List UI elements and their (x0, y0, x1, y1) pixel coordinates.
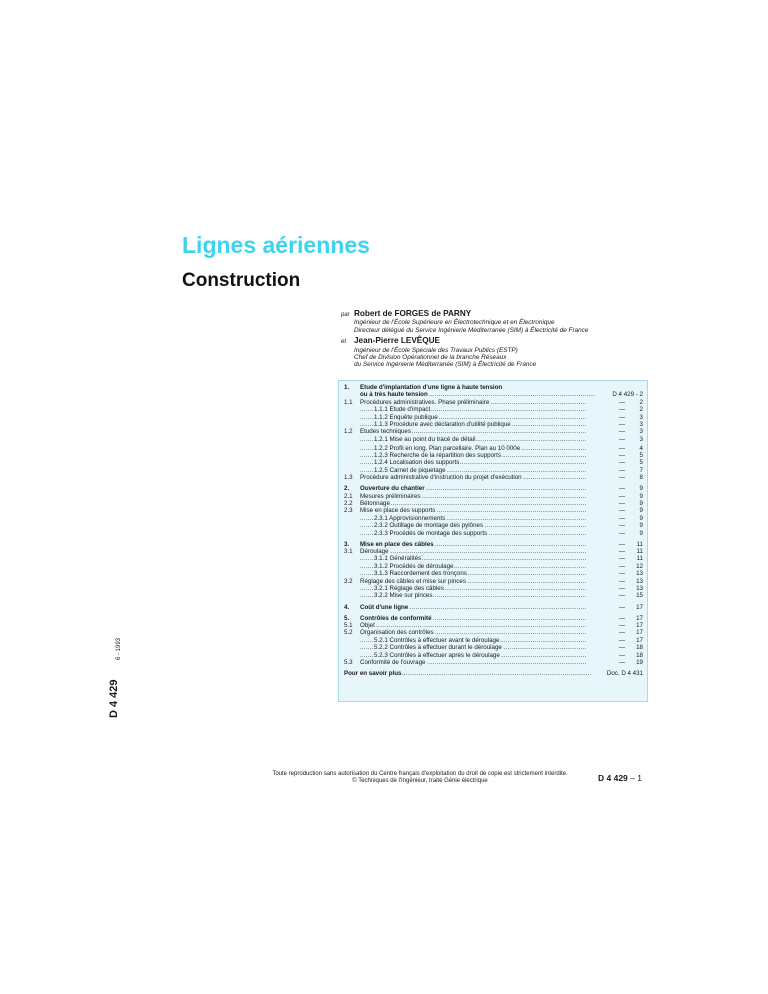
toc-row[interactable] (344, 563, 643, 570)
toc-ref: — (618, 466, 625, 474)
toc-label: Réglage des câbles et mise sur pinces (360, 577, 466, 585)
toc-row[interactable] (344, 399, 643, 406)
toc-page: 13 (636, 570, 643, 578)
toc-page: 3 (639, 413, 643, 421)
toc-ref: — (618, 614, 625, 622)
toc-page: 7 (639, 466, 643, 474)
toc-label: 5.2.1 Contrôles à effectuer avant le déroulage (374, 636, 500, 644)
toc-page: - 2 (635, 391, 643, 399)
toc-page: 9 (639, 485, 643, 493)
toc-ref: — (618, 529, 625, 537)
toc-ref: — (618, 548, 625, 556)
toc-num: 5.1 (344, 621, 353, 629)
toc-row[interactable] (344, 570, 643, 577)
toc-ref: — (618, 492, 625, 500)
toc-ref: — (618, 562, 625, 570)
toc-label: Contrôles de conformité (360, 614, 432, 622)
toc-page: 8 (639, 474, 643, 482)
toc-label: 1.2.1 Mise au point du tracé de détail (374, 435, 476, 443)
toc-label: 5.2.3 Contrôles à effectuer après le déroulage (374, 651, 500, 659)
toc-num: 1.1 (344, 398, 353, 406)
toc-label: Déroulage (360, 548, 389, 556)
author-2 (341, 336, 651, 369)
toc-row[interactable] (344, 522, 643, 529)
toc-label: 1.2.4 Localisation des supports (374, 459, 460, 467)
toc-page: 17 (636, 603, 643, 611)
toc-ref: — (618, 406, 625, 414)
authors-block (341, 309, 651, 371)
toc-page: 5 (639, 452, 643, 460)
toc-ref: — (618, 398, 625, 406)
toc-ref: — (618, 629, 625, 637)
toc-ref: — (618, 555, 625, 563)
toc-row[interactable] (344, 493, 643, 500)
side-date: 6 - 1993 (116, 637, 122, 660)
author-description: Ingénieur de l'École Supérieure en Électrotechnique et en Électronique (354, 319, 555, 327)
toc-page: 5 (639, 459, 643, 467)
copyright-line: © Techniques de l'Ingénieur, traité Génie électrique (352, 778, 488, 784)
toc-ref: — (618, 522, 625, 530)
toc-num: 5. (344, 614, 350, 622)
toc-row[interactable] (344, 428, 643, 435)
toc-ref: — (618, 577, 625, 585)
toc-page: 17 (636, 614, 643, 622)
toc-page: 3 (639, 428, 643, 436)
toc-num: 2. (344, 485, 350, 493)
toc-page: 19 (636, 658, 643, 666)
toc-ref: — (618, 413, 625, 421)
toc-row[interactable] (344, 644, 643, 651)
toc-label: 1.2.5 Carnet de piquetage (374, 466, 446, 474)
toc-ref: — (618, 570, 625, 578)
toc-page: 15 (636, 592, 643, 600)
toc-ref: — (618, 636, 625, 644)
toc-page: 17 (636, 636, 643, 644)
toc-row[interactable] (344, 384, 643, 391)
toc-row[interactable] (344, 530, 643, 537)
toc-row[interactable] (344, 485, 643, 492)
toc-page: 2 (639, 398, 643, 406)
toc-ref: — (618, 507, 625, 515)
toc-row[interactable] (344, 670, 643, 677)
toc-label: Mise en place des supports (360, 507, 436, 515)
toc-label: Étude d'implantation d'une ligne à haute tension (360, 384, 503, 391)
toc-row[interactable] (344, 452, 643, 459)
toc-label: 1.1.2 Enquête publique (374, 413, 438, 421)
toc-num: 1.2 (344, 428, 353, 436)
toc-ref: — (618, 485, 625, 493)
toc-ref: Doc. D 4 431 (606, 670, 643, 677)
toc-row[interactable] (344, 652, 643, 659)
toc-label: 3.1.1 Généralités (374, 555, 422, 563)
toc-page: 4 (639, 444, 643, 452)
toc-label: 1.2.2 Profil en long. Plan parcellaire. Plan au 10 000e (374, 444, 521, 452)
toc-num: 5.2 (344, 629, 353, 637)
toc-num: 3.1 (344, 548, 353, 556)
toc-label: Objet (360, 621, 375, 629)
toc-label: 5.2.2 Contrôles à effectuer durant le déroulage (374, 644, 502, 652)
toc-ref: — (618, 540, 625, 548)
toc-label: 1.2.3 Recherche de la répartition des supports (374, 452, 501, 460)
article-title: Lignes aériennes (182, 232, 370, 258)
toc-row[interactable] (344, 637, 643, 644)
toc-page: 13 (636, 577, 643, 585)
toc-ref: — (618, 435, 625, 443)
toc-ref: — (618, 500, 625, 508)
toc-page: 3 (639, 435, 643, 443)
author-description: Ingénieur de l'École Spéciale des Travaux Publics (ESTP) (354, 346, 518, 354)
toc-label: 1.1.3 Procédure avec déclaration d'utilité publique (374, 420, 511, 428)
author-prefix: et (341, 339, 347, 346)
toc-page: 18 (636, 644, 643, 652)
doc-ref: D 4 429 (598, 773, 628, 783)
toc-page: 2 (639, 406, 643, 414)
toc-row[interactable] (344, 592, 643, 599)
toc-label: Ouverture du chantier (360, 485, 425, 493)
copyright-footer (250, 771, 590, 785)
toc-page: 17 (636, 629, 643, 637)
table-of-contents (338, 380, 648, 702)
toc-page: 11 (636, 540, 643, 548)
toc-label: 3.1.2 Procédés de déroulage (374, 562, 454, 570)
toc-label: Organisation des contrôles (360, 629, 434, 637)
toc-page: 18 (636, 651, 643, 659)
toc-label: Procédure administrative d'instruction du projet d'exécution (360, 474, 522, 482)
toc-label: 2.3.1 Approvisionnements (374, 514, 446, 522)
author-name: Robert de FORGES de PARNY (354, 309, 472, 318)
toc-page: 9 (639, 522, 643, 530)
toc-page: 17 (636, 621, 643, 629)
toc-num: 1. (344, 384, 350, 391)
author-prefix: par (341, 312, 350, 318)
toc-row[interactable] (344, 445, 643, 452)
author-description: du Service Ingénierie Méditerranée (SIM) à Électricité de France (354, 361, 537, 369)
toc-row[interactable] (344, 436, 643, 443)
toc-ref: — (618, 644, 625, 652)
toc-page: 9 (639, 492, 643, 500)
toc-ref: — (618, 452, 625, 460)
toc-num: 4. (344, 603, 350, 611)
toc-num: 2.2 (344, 500, 353, 508)
toc-label: Études techniques (360, 428, 411, 436)
toc-page: 13 (636, 585, 643, 593)
toc-row[interactable] (344, 622, 643, 629)
toc-row[interactable] (344, 515, 643, 522)
toc-row[interactable] (344, 604, 643, 611)
toc-label: Bétonnage (360, 500, 390, 508)
toc-ref: — (618, 444, 625, 452)
toc-label: Mesures préliminaires (360, 492, 421, 500)
toc-page: 11 (636, 555, 643, 563)
toc-ref: — (618, 459, 625, 467)
toc-ref: D 4 429 (612, 391, 635, 399)
toc-row[interactable] (344, 548, 643, 555)
side-doc-ref: D 4 429 (108, 679, 120, 718)
toc-row[interactable] (344, 467, 643, 474)
toc-label: Procédures administratives. Phase préliminaire (360, 398, 490, 406)
article-subtitle: Construction (182, 270, 301, 291)
toc-label: ou à très haute tension (360, 391, 428, 399)
author-1 (341, 309, 651, 334)
toc-row[interactable] (344, 615, 643, 622)
toc-row[interactable] (344, 659, 643, 666)
toc-ref: — (618, 585, 625, 593)
toc-num: 2.3 (344, 507, 353, 515)
toc-row[interactable] (344, 414, 643, 421)
toc-row[interactable] (344, 459, 643, 466)
toc-ref: — (618, 474, 625, 482)
toc-ref: — (618, 603, 625, 611)
toc-page: 11 (636, 548, 643, 556)
toc-label: 2.3.2 Outillage de montage des pylônes (374, 522, 484, 530)
toc-label: 1.1.1 Étude d'impact (374, 406, 431, 414)
toc-ref: — (618, 621, 625, 629)
toc-ref: — (618, 651, 625, 659)
toc-num: 3.2 (344, 577, 353, 585)
page-number (598, 773, 642, 783)
toc-label: Mise en place des câbles (360, 540, 434, 548)
toc-num: 1.3 (344, 474, 353, 482)
toc-row[interactable] (344, 406, 643, 413)
toc-page: 9 (639, 529, 643, 537)
toc-row[interactable] (344, 541, 643, 548)
toc-page: 12 (636, 562, 643, 570)
toc-page: 9 (639, 507, 643, 515)
toc-page: 9 (639, 500, 643, 508)
author-description: Chef de Division Opérationnel de la branche Réseaux (354, 354, 507, 362)
toc-ref: — (618, 428, 625, 436)
toc-ref: — (618, 420, 625, 428)
toc-num: 2.1 (344, 492, 353, 500)
toc-ref: — (618, 658, 625, 666)
author-description: Directeur délégué du Service Ingénierie Méditerranée (SIM) à Électricité de France (354, 326, 589, 334)
toc-page: 3 (639, 420, 643, 428)
toc-page: 9 (639, 514, 643, 522)
toc-row[interactable] (344, 474, 643, 481)
toc-row[interactable] (344, 421, 643, 428)
toc-num: 5.3 (344, 658, 353, 666)
toc-row[interactable] (344, 629, 643, 636)
toc-ref: — (618, 592, 625, 600)
toc-row[interactable] (344, 578, 643, 585)
toc-row[interactable] (344, 391, 643, 398)
toc-label: 2.3.3 Procédés de montage des supports (374, 529, 488, 537)
copyright-line: Toute reproduction sans autorisation du Centre français d'exploitation du droit de copie est strictement interdite. (272, 771, 568, 777)
toc-label: Coût d'une ligne (360, 603, 409, 611)
author-name: Jean-Pierre LEVÊQUE (354, 336, 441, 346)
toc-label: 3.2.1 Réglage des câbles (374, 585, 444, 593)
toc-label: Pour en savoir plus (344, 670, 402, 677)
page-num: – 1 (630, 773, 642, 783)
toc-label: Conformité de l'ouvrage (360, 658, 426, 666)
toc-row[interactable] (344, 507, 643, 514)
toc-label: 3.2.2 Mise sur pinces (374, 592, 433, 600)
toc-row[interactable] (344, 555, 643, 562)
toc-row[interactable] (344, 585, 643, 592)
toc-ref: — (618, 514, 625, 522)
toc-label: 3.1.3 Raccordement des tronçons (374, 570, 467, 578)
toc-num: 3. (344, 540, 350, 548)
toc-row[interactable] (344, 500, 643, 507)
